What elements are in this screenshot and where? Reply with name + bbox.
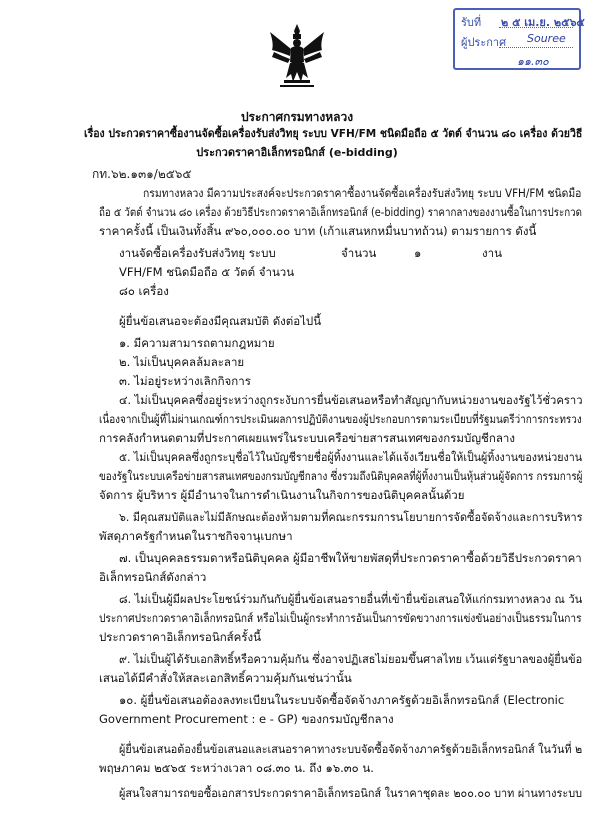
item-name: งานจัดซื้อเครื่องรับส่งวิทยุ ระบบ [119, 246, 276, 260]
document-reference: กท.๖๒.๑๓๑/๒๕๖๕ [92, 167, 192, 181]
qualification-item-continued: การคลังกำหนดตามที่ประกาศเผยแพร่ในระบบเครือข่ายสารสนเทศของกรมบัญชีกลาง [99, 431, 515, 445]
item-qty: ๑ [414, 246, 422, 260]
qualification-item: ๑๐. ผู้ยื่นข้อเสนอต้องลงทะเบียนในระบบจัดซื้อจัดจ้างภาครัฐด้วยอิเล็กทรอนิกส์ (Electronic [119, 693, 565, 707]
item-qty-label: จำนวน [341, 246, 377, 260]
subject-line-1: เรื่อง ประกวดราคาซื้องานจัดซื้อเครื่องรับส่งวิทยุ ระบบ VFH/FM ชนิดมือถือ ๕ วัตต์ จำนวน ๘๐ เครื่อง ด้วยวิธี [84, 127, 583, 140]
qualification-item-continued: เสนอได้มีคำสั่งให้สละเอกสิทธิ์ความคุ้มกันเช่นว่านั้น [99, 671, 352, 685]
stamp-section-label: ผู้ประกาศ [461, 36, 507, 49]
qualification-item: ๗. เป็นบุคคลธรรมดาหรือนิติบุคคล ผู้มีอาชีพให้ขายพัสดุที่ประกวดราคาซื้อด้วยวิธีประกวดราคา [119, 551, 582, 565]
item-unit: งาน [482, 246, 502, 260]
qualification-item: ๖. มีคุณสมบัติและไม่มีลักษณะต้องห้ามตามที่คณะกรรมการนโยบายการจัดซื้อจัดจ้างและการบริหาร [119, 510, 583, 524]
garuda-emblem-icon [266, 22, 328, 92]
document-purchase-paragraph: ผู้สนใจสามารถขอซื้อเอกสารประกวดราคาอิเล็กทรอนิกส์ ในราคาชุดละ ๒๐๐.๐๐ บาท ผ่านทางระบบ [119, 786, 583, 800]
qualification-item-continued: พัสดุภาครัฐกำหนดในราชกิจจานุเบกษา [99, 529, 293, 543]
intro-line: กรมทางหลวง มีความประสงค์จะประกวดราคาซื้องานจัดซื้อเครื่องรับส่งวิทยุ ระบบ VFH/FM ชนิดมือ [143, 186, 582, 200]
qualification-item: ๘. ไม่เป็นผู้มีผลประโยชน์ร่วมกันกับผู้ยื่นข้อเสนอรายอื่นที่เข้ายื่นข้อเสนอให้แก่กรมทางหลวง ณ วัน [119, 592, 583, 606]
qualification-item-continued: ประกาศประกวดราคาอิเล็กทรอนิกส์ หรือไม่เป็นผู้กระทำการอันเป็นการขัดขวางการแข่งขันอย่างเป็นธรรมในการ [99, 611, 582, 625]
qualification-item-continued: ของรัฐในระบบเครือข่ายสารสนเทศของกรมบัญชีกลาง ซึ่งรวมถึงนิติบุคคลที่ผู้ทิ้งงานเป็นหุ้นส่วนผู้จัดการ กรรมการผู้ [99, 469, 583, 483]
qualification-item-continued: ประกวดราคาอิเล็กทรอนิกส์ครั้งนี้ [99, 630, 262, 644]
qualification-item: ๑. มีความสามารถตามกฎหมาย [119, 336, 275, 350]
qualification-item-continued: เนื่องจากเป็นผู้ที่ไม่ผ่านเกณฑ์การประเมินผลการปฏิบัติงานของผู้ประกอบการตามระเบียบที่รัฐมนตรีว่าการกระทรวง [99, 412, 582, 426]
intro-line: ราคาครั้งนี้ เป็นเงินทั้งสิ้น ๙๖๐,๐๐๐.๐๐ บาท (เก้าแสนหกหมื่นบาทถ้วน) ตามรายการ ดังนี้ [99, 224, 537, 238]
qualification-item-continued: อิเล็กทรอนิกส์ดังกล่าว [99, 570, 207, 584]
qualification-item-continued: จัดการ ผู้บริหาร ผู้มีอำนาจในการดำเนินงานในกิจการของนิติบุคคลนั้นด้วย [99, 488, 465, 502]
item-name-continued: VFH/FM ชนิดมือถือ ๕ วัตต์ จำนวน [119, 265, 295, 279]
item-name-continued: ๘๐ เครื่อง [119, 284, 169, 298]
received-stamp [453, 8, 585, 70]
submission-paragraph: ผู้ยื่นข้อเสนอต้องยื่นข้อเสนอและเสนอราคาทางระบบจัดซื้อจัดจ้างภาครัฐด้วยอิเล็กทรอนิกส์ ในวันที่ ๒ [119, 742, 583, 756]
qualification-item: ๒. ไม่เป็นบุคคลล้มละลาย [119, 355, 245, 369]
stamp-received-label: รับที่ [461, 16, 482, 29]
organization-title: ประกาศกรมทางหลวง [240, 110, 354, 124]
qualification-item: ๙. ไม่เป็นผู้ได้รับเอกสิทธิ์หรือความคุ้มกัน ซึ่งอาจปฏิเสธไม่ยอมขึ้นศาลไทย เว้นแต่รัฐบาลของผู้ยื่นข้อ [119, 652, 583, 666]
stamp-signature: Souree [527, 32, 566, 45]
qualification-item: ๓. ไม่อยู่ระหว่างเลิกกิจการ [119, 374, 251, 388]
qualification-item: ๕. ไม่เป็นบุคคลซึ่งถูกระบุชื่อไว้ในบัญชีรายชื่อผู้ทิ้งงานและได้แจ้งเวียนชื่อให้เป็นผู้ทิ้งงานของหน่วยงาน [119, 450, 583, 464]
stamp-time: ๑๑.๓๐ [517, 55, 549, 68]
intro-line: ถือ ๕ วัตต์ จำนวน ๘๐ เครื่อง ด้วยวิธีประกวดราคาอิเล็กทรอนิกส์ (e-bidding) ราคากลางของงานซื้อในการประกวด [99, 205, 582, 219]
stamp-date: ๒ ๕ เม.ย. ๒๕๖๕ [501, 16, 585, 29]
subject-line-2: ประกวดราคาอิเล็กทรอนิกส์ (e-bidding) [196, 146, 398, 159]
submission-paragraph: พฤษภาคม ๒๕๖๕ ระหว่างเวลา ๐๘.๓๐ น. ถึง ๑๖.๓๐ น. [99, 761, 374, 775]
qualification-item: ๔. ไม่เป็นบุคคลซึ่งอยู่ระหว่างถูกระงับการยื่นข้อเสนอหรือทำสัญญากับหน่วยงานของรัฐไว้ชั่วคราว [119, 393, 583, 407]
qualification-item-continued: Government Procurement : e - GP) ของกรมบัญชีกลาง [99, 712, 394, 726]
qualifications-title: ผู้ยื่นข้อเสนอจะต้องมีคุณสมบัติ ดังต่อไปนี้ [119, 314, 322, 328]
